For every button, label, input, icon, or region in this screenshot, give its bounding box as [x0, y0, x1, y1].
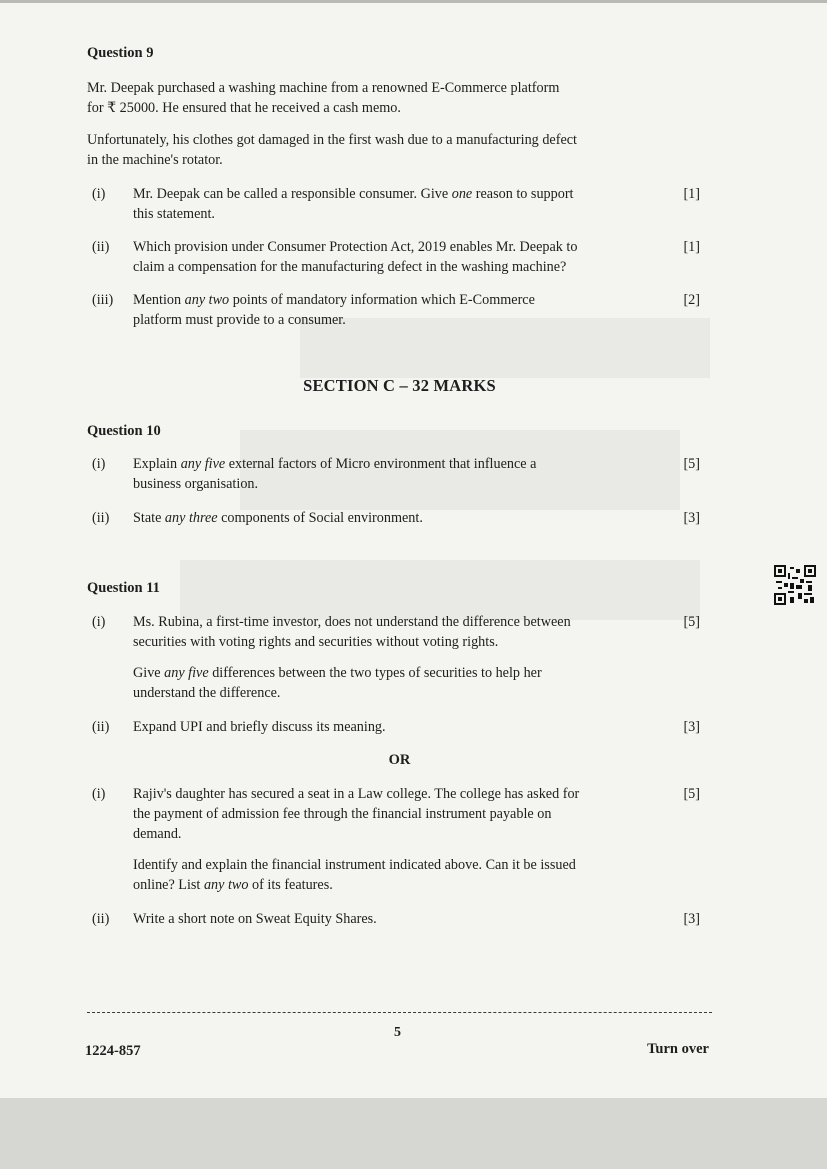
text-segment: Give — [133, 665, 165, 681]
intro-line: in the machine's rotator. — [87, 152, 223, 168]
question-9-intro — [87, 78, 712, 118]
text-segment: differences between the two types of securities to help her — [208, 665, 542, 681]
text-line: Identify and explain the financial instrument indicated above. Can it be issued — [133, 857, 576, 873]
qr-code — [774, 565, 816, 605]
emphasis: any three — [164, 510, 218, 526]
question-9-heading: Question 9 — [87, 45, 154, 61]
part-marks: [3] — [683, 911, 700, 927]
part-marks: [3] — [683, 719, 700, 735]
question-11-part-i — [87, 612, 712, 652]
part-number: (iii) — [92, 292, 114, 308]
part-marks: [5] — [683, 786, 700, 802]
text-line: securities with voting rights and securities without voting rights. — [133, 634, 499, 650]
part-number: (i) — [92, 786, 106, 802]
question-9-part-iii — [87, 290, 712, 330]
text-line: Expand UPI and briefly discuss its meaning. — [133, 719, 386, 735]
text-line: Which provision under Consumer Protection Act, 2019 enables Mr. Deepak to — [133, 239, 578, 255]
text-segment: Mr. Deepak can be called a responsible consumer. Give — [133, 186, 452, 202]
part-number: (i) — [92, 186, 106, 202]
text-segment: external factors of Micro environment that influence a — [225, 456, 537, 472]
text-segment: reason to support — [472, 186, 574, 202]
emphasis: one — [451, 186, 473, 202]
text-segment: Explain — [133, 456, 181, 472]
part-number: (i) — [92, 456, 106, 472]
part-number: (ii) — [92, 911, 110, 927]
part-number: (ii) — [92, 510, 110, 526]
emphasis: any two — [203, 877, 249, 893]
part-marks: [5] — [683, 614, 700, 630]
part-number: (i) — [92, 614, 106, 630]
part-number: (ii) — [92, 239, 110, 255]
question-11-alt-part-i-subtext — [87, 855, 712, 895]
text-line: claim a compensation for the manufacturing defect in the washing machine? — [133, 259, 567, 275]
question-10-heading: Question 10 — [87, 423, 161, 439]
intro-line: Mr. Deepak purchased a washing machine from a renowned E-Commerce platform — [87, 80, 560, 96]
exam-content — [87, 40, 712, 929]
part-marks: [1] — [683, 186, 700, 202]
text-line: Write a short note on Sweat Equity Shares. — [133, 911, 377, 927]
part-marks: [5] — [683, 456, 700, 472]
question-10-part-ii — [87, 508, 712, 528]
text-line: the payment of admission fee through the financial instrument payable on — [133, 806, 552, 822]
intro-line: for ₹ 25000. He ensured that he received a cash memo. — [87, 100, 401, 116]
text-segment: Mention — [133, 292, 185, 308]
question-9-part-ii — [87, 237, 712, 277]
question-10-part-i — [87, 454, 712, 494]
emphasis: any five — [180, 456, 226, 472]
text-line: this statement. — [133, 206, 215, 222]
emphasis: any two — [184, 292, 230, 308]
paper-code: 1224-857 — [85, 1043, 141, 1059]
scan-background — [0, 1098, 827, 1169]
part-number: (ii) — [92, 719, 110, 735]
page-top-edge — [0, 0, 827, 3]
or-divider: OR — [388, 752, 411, 768]
intro-line: Unfortunately, his clothes got damaged in the first wash due to a manufacturing defect — [87, 132, 577, 148]
turn-over-label: Turn over — [647, 1041, 709, 1057]
text-segment: State — [133, 510, 165, 526]
text-segment: components of Social environment. — [217, 510, 423, 526]
question-11-alt-part-ii — [87, 909, 712, 929]
text-line: understand the difference. — [133, 685, 281, 701]
text-line: platform must provide to a consumer. — [133, 312, 346, 328]
question-11-part-ii — [87, 717, 712, 737]
part-marks: [3] — [683, 510, 700, 526]
section-c-title: SECTION C – 32 MARKS — [303, 376, 496, 395]
question-11-part-i-subtext — [87, 663, 712, 703]
text-segment: points of mandatory information which E-Commerce — [229, 292, 535, 308]
footer-rule — [87, 1012, 712, 1013]
part-marks: [2] — [683, 292, 700, 308]
question-11-alt-part-i — [87, 784, 712, 844]
part-marks: [1] — [683, 239, 700, 255]
text-segment: online? List — [133, 877, 204, 893]
page-number: 5 — [394, 1025, 401, 1040]
text-line: business organisation. — [133, 476, 259, 492]
text-line: Ms. Rubina, a first-time investor, does not understand the difference between — [133, 614, 571, 630]
text-line: demand. — [133, 826, 182, 842]
text-segment: of its features. — [248, 877, 333, 893]
emphasis: any five — [164, 665, 209, 681]
question-9-part-i — [87, 184, 712, 224]
question-11-heading: Question 11 — [87, 580, 160, 596]
text-line: Rajiv's daughter has secured a seat in a Law college. The college has asked for — [133, 786, 580, 802]
question-9-intro-2 — [87, 130, 712, 170]
